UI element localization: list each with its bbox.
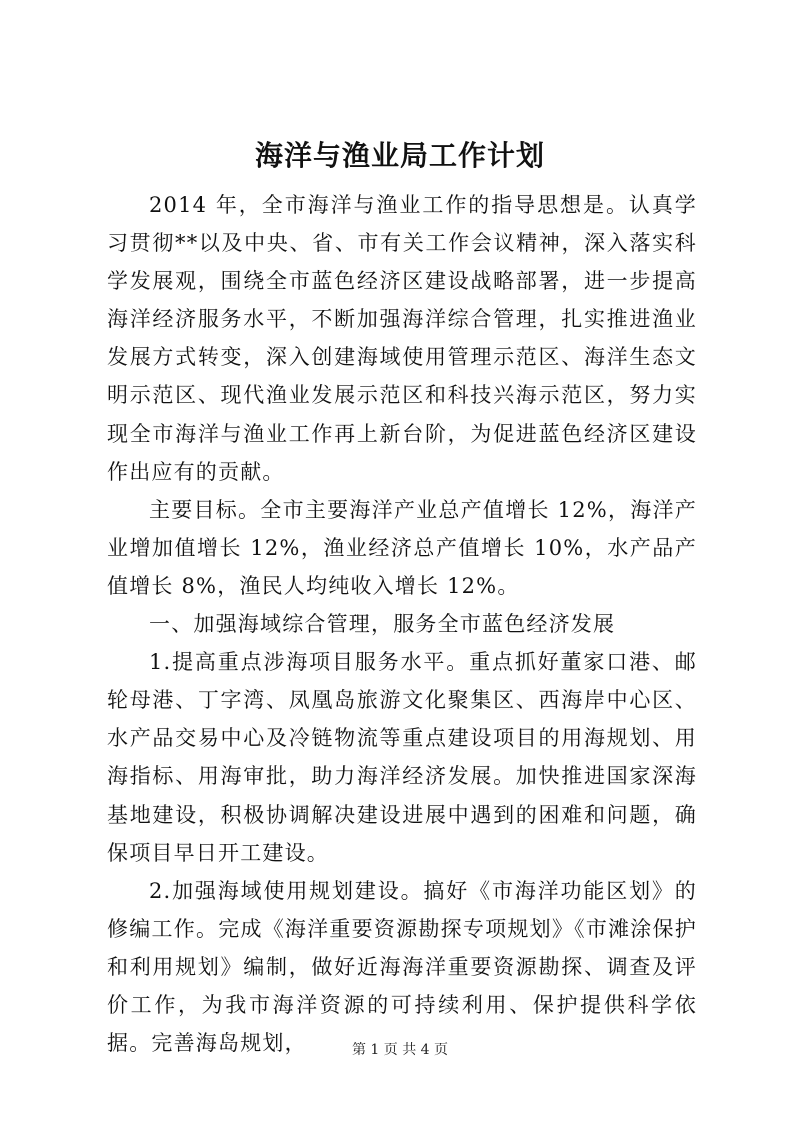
paragraph-item-2: 2.加强海域使用规划建设。搞好《市海洋功能区划》的修编工作。完成《海洋重要资源勘探专项规划》《市滩涂保护和利用规划》编制，做好近海海洋重要资源勘探、调查及评价工作，为我市海洋资源的可持续利用、保护提供科学依据。完善海岛规划， [107, 878, 697, 1056]
document-body [107, 186, 697, 1062]
section-heading-1: 一、加强海域综合管理，服务全市蓝色经济发展 [149, 612, 616, 637]
document-title: 海洋与渔业局工作计划 [254, 139, 545, 172]
page-indicator: 第 1 页 共 4 页 [351, 1042, 449, 1058]
paragraph-main-targets: 主要目标。全市主要海洋产业总产值增长 12%，海洋产业增加值增长 12%，渔业经济总产值增长 10%，水产品产值增长 8%，渔民人均纯收入增长 12%。 [107, 497, 697, 598]
paragraph-item-1: 1.提高重点涉海项目服务水平。重点抓好董家口港、邮轮母港、丁字湾、凤凰岛旅游文化聚集区、西海岸中心区、水产品交易中心及冷链物流等重点建设项目的用海规划、用海指标、用海审批，助力海洋经济发展。加快推进国家深海基地建设，积极协调解决建设进展中遇到的困难和问题，确保项目早日开工建设。 [107, 650, 697, 865]
paragraph-guiding-ideology: 2014 年，全市海洋与渔业工作的指导思想是。认真学习贯彻**以及中央、省、市有关工作会议精神，深入落实科学发展观，围绕全市蓝色经济区建设战略部署，进一步提高海洋经济服务水平，不断加强海洋综合管理，扎实推进渔业发展方式转变，深入创建海域使用管理示范区、海洋生态文明示范区、现代渔业发展示范区和科技兴海示范区，努力实现全市海洋与渔业工作再上新台阶，为促进蓝色经济区建设作出应有的贡献。 [107, 193, 697, 484]
